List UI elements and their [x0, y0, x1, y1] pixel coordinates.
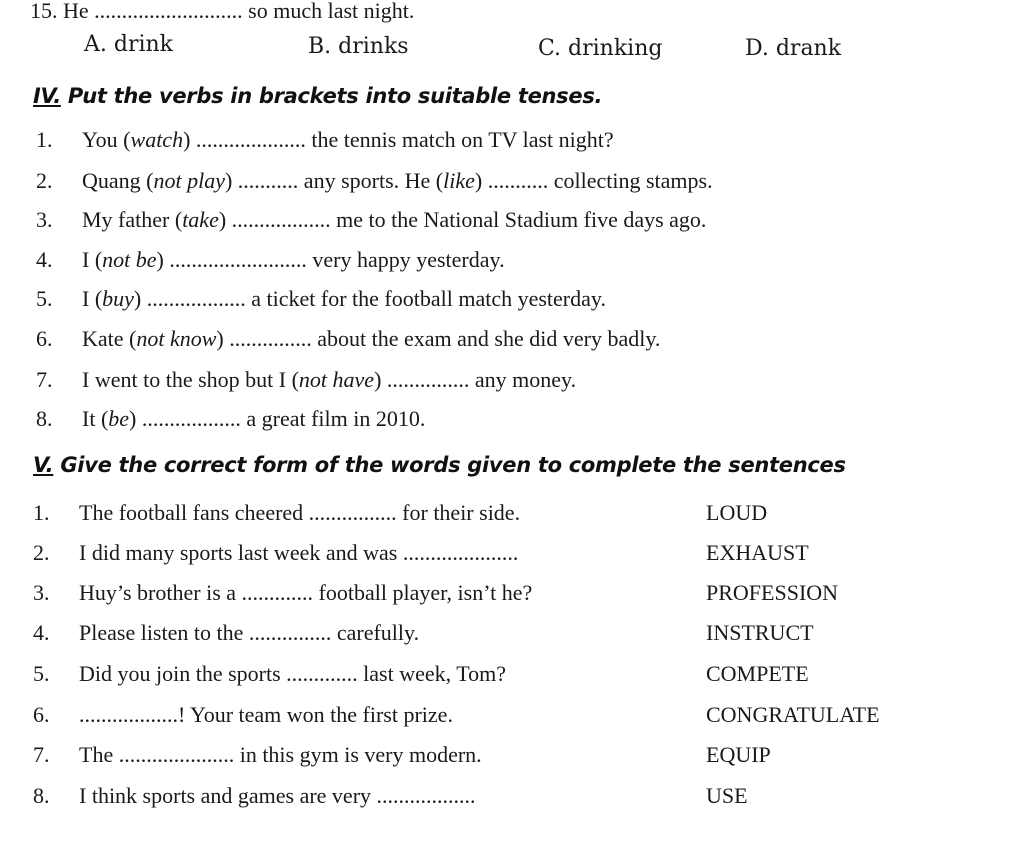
- option-c: C. drinking: [538, 36, 663, 61]
- option-a: A. drink: [84, 32, 174, 57]
- item-text: I think sports and games are very ..................: [79, 783, 476, 808]
- item-text: ) .................. a ticket for the football match yesterday.: [133, 286, 606, 311]
- item-text: I (: [82, 286, 103, 311]
- item-number: 5.: [33, 661, 50, 686]
- item-number: 8.: [36, 406, 53, 431]
- section-4-roman: IV.: [33, 84, 61, 108]
- verb: watch: [130, 127, 184, 152]
- verb: buy: [102, 286, 134, 311]
- option-b: B. drinks: [308, 34, 409, 59]
- item-text: ..................! Your team won the first prize.: [79, 702, 453, 727]
- item-text: Kate (: [82, 326, 137, 351]
- section-5-heading: [33, 453, 846, 477]
- item-number: 2.: [36, 168, 53, 193]
- item-text: My father (: [82, 207, 183, 232]
- section-5-roman: V.: [33, 453, 54, 477]
- s5-word-5: COMPETE: [706, 661, 809, 686]
- item-number: 6.: [33, 702, 50, 727]
- item-number: 7.: [36, 367, 53, 392]
- item-number: 4.: [33, 620, 50, 645]
- item-number: 5.: [36, 286, 53, 311]
- item-number: 2.: [33, 540, 50, 565]
- item-text: I (: [82, 247, 103, 272]
- item-text: ) .................. me to the National Stadium five days ago.: [218, 207, 707, 232]
- item-text: Huy’s brother is a ............. football player, isn’t he?: [79, 580, 533, 605]
- s5-word-3: PROFESSION: [706, 580, 839, 605]
- item-text: The ..................... in this gym is very modern.: [79, 742, 482, 767]
- option-d: D. drank: [745, 36, 842, 61]
- item-number: 1.: [33, 500, 50, 525]
- item-number: 6.: [36, 326, 53, 351]
- item-number: 4.: [36, 247, 53, 272]
- item-text: You (: [82, 127, 131, 152]
- item-text: Please listen to the ............... carefully.: [79, 620, 420, 645]
- s5-word-2: EXHAUST: [706, 540, 809, 565]
- item-text: The football fans cheered ................ for their side.: [79, 500, 521, 525]
- question-15: 15. He ........................... so much last night.: [30, 0, 415, 23]
- s5-word-4: INSTRUCT: [706, 620, 814, 645]
- verb: like: [443, 168, 475, 193]
- verb: be: [108, 406, 130, 431]
- item-number: 3.: [33, 580, 50, 605]
- item-number: 1.: [36, 127, 53, 152]
- item-text: ) ............... any money.: [374, 367, 577, 392]
- s5-word-6: CONGRATULATE: [706, 702, 880, 727]
- item-number: 7.: [33, 742, 50, 767]
- item-number: 3.: [36, 207, 53, 232]
- s5-word-7: EQUIP: [706, 742, 771, 767]
- verb: take: [182, 207, 219, 232]
- item-text: It (: [82, 406, 109, 431]
- item-text: ) .................. a great film in 2010.: [129, 406, 426, 431]
- item-text: Did you join the sports ............. last week, Tom?: [79, 661, 507, 686]
- item-text: ) ........... collecting stamps.: [474, 168, 713, 193]
- section-5-title: Give the correct form of the words given to complete the sentences: [60, 453, 846, 477]
- section-4-heading: [33, 84, 602, 108]
- item-text: ) ............... about the exam and she did very badly.: [216, 326, 661, 351]
- verb: not have: [298, 367, 375, 392]
- item-text: ) ........... any sports. He (: [224, 168, 444, 193]
- s5-word-8: USE: [706, 783, 748, 808]
- section-4-title: Put the verbs in brackets into suitable tenses.: [67, 84, 603, 108]
- verb: not play: [153, 168, 225, 193]
- item-text: Quang (: [82, 168, 154, 193]
- item-number: 8.: [33, 783, 50, 808]
- verb: not be: [102, 247, 157, 272]
- verb: not know: [136, 326, 217, 351]
- item-text: ) ......................... very happy yesterday.: [156, 247, 505, 272]
- item-text: I went to the shop but I (: [82, 367, 299, 392]
- s5-word-1: LOUD: [706, 500, 768, 525]
- item-text: ) .................... the tennis match on TV last night?: [183, 127, 614, 152]
- item-text: I did many sports last week and was .....................: [79, 540, 519, 565]
